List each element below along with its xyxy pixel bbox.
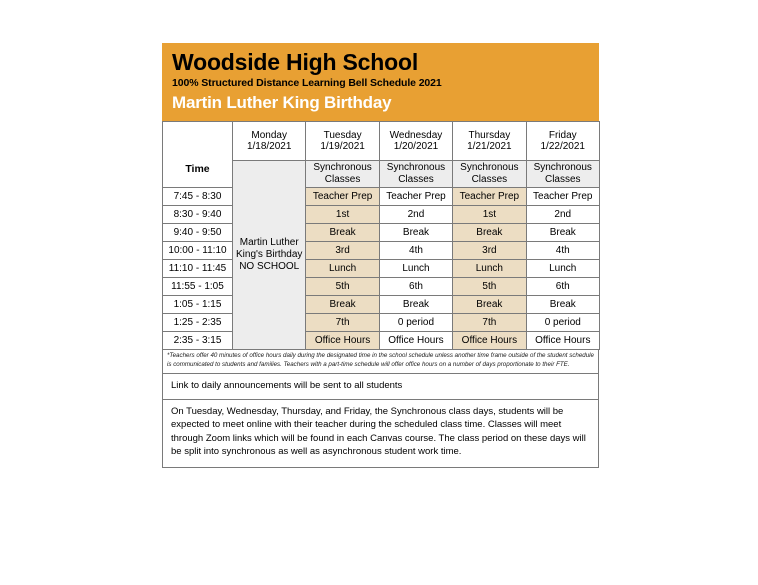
period-cell-tuesday: Lunch xyxy=(306,260,379,278)
time-slot: 1:05 - 1:15 xyxy=(163,296,233,314)
period-cell-friday: Break xyxy=(526,296,599,314)
day-date-friday: 1/22/2021 xyxy=(540,141,585,152)
announcements-box xyxy=(162,374,599,400)
period-cell-tuesday: Office Hours xyxy=(306,332,379,350)
period-cell-friday: Teacher Prep xyxy=(526,188,599,206)
period-cell-friday: Break xyxy=(526,224,599,242)
school-name: Woodside High School xyxy=(172,49,419,75)
period-cell-tuesday: Break xyxy=(306,224,379,242)
day-header-thursday xyxy=(453,122,526,161)
period-cell-wednesday: Break xyxy=(379,296,452,314)
day-name-friday: Friday xyxy=(548,129,577,141)
period-cell-tuesday: 3rd xyxy=(306,242,379,260)
day-date-thursday: 1/21/2021 xyxy=(467,141,512,152)
period-cell-wednesday: 6th xyxy=(379,278,452,296)
period-cell-wednesday: Break xyxy=(379,224,452,242)
bell-schedule-document xyxy=(162,43,599,468)
period-cell-thursday: 5th xyxy=(453,278,526,296)
table-row xyxy=(163,332,600,350)
period-cell-thursday: Lunch xyxy=(453,260,526,278)
period-cell-thursday: Teacher Prep xyxy=(453,188,526,206)
table-header-row xyxy=(163,122,600,161)
day-name-wednesday: Wednesday xyxy=(389,129,443,141)
period-cell-wednesday: 0 period xyxy=(379,314,452,332)
time-slot: 9:40 - 9:50 xyxy=(163,224,233,242)
bell-schedule-table xyxy=(162,121,600,350)
sync-cell-wednesday: Synchronous Classes xyxy=(379,161,452,188)
event-title: Martin Luther King Birthday xyxy=(172,93,392,113)
period-cell-thursday: 1st xyxy=(453,206,526,224)
announcements-text: Link to daily announcements will be sent to all students xyxy=(171,379,403,391)
table-row xyxy=(163,224,600,242)
table-row xyxy=(163,260,600,278)
day-date-tuesday: 1/19/2021 xyxy=(320,141,365,152)
day-header-friday xyxy=(526,122,599,161)
sync-cell-thursday: Synchronous Classes xyxy=(453,161,526,188)
period-cell-wednesday: 2nd xyxy=(379,206,452,224)
time-slot: 8:30 - 9:40 xyxy=(163,206,233,224)
sync-cell-tuesday: Synchronous Classes xyxy=(306,161,379,188)
time-header-label: Time xyxy=(185,163,210,176)
office-hours-footnote: *Teachers offer 40 minutes of office hours daily during the designated time in the school schedule unless another time frame outside of the student schedule is communicated to students and families. Teachers with a part-time schedule will offer office hours on a number of days proportionate to their FTE. xyxy=(167,352,594,368)
period-cell-wednesday: Teacher Prep xyxy=(379,188,452,206)
day-header-tuesday xyxy=(306,122,379,161)
day-header-monday xyxy=(233,122,306,161)
period-cell-tuesday: Teacher Prep xyxy=(306,188,379,206)
period-cell-thursday: Office Hours xyxy=(453,332,526,350)
time-slot: 11:10 - 11:45 xyxy=(163,260,233,278)
period-cell-friday: 4th xyxy=(526,242,599,260)
table-row xyxy=(163,314,600,332)
synchronous-info-text: On Tuesday, Wednesday, Thursday, and Friday, the Synchronous class days, students will be expected to meet online with their teacher during the scheduled class time. Classes will meet through Zoom links which will be found in each Canvas course. The class period on these days will be split into synchronous as well as asynchronous student work time. xyxy=(171,405,586,458)
table-row xyxy=(163,206,600,224)
period-cell-friday: 0 period xyxy=(526,314,599,332)
period-cell-thursday: 3rd xyxy=(453,242,526,260)
time-slot: 11:55 - 1:05 xyxy=(163,278,233,296)
time-header-cell xyxy=(163,122,233,188)
schedule-subtitle: 100% Structured Distance Learning Bell Schedule 2021 xyxy=(172,76,442,89)
day-name-monday: Monday xyxy=(251,129,287,141)
period-cell-wednesday: 4th xyxy=(379,242,452,260)
document-banner xyxy=(162,43,599,121)
period-cell-friday: 6th xyxy=(526,278,599,296)
table-row xyxy=(163,296,600,314)
period-cell-wednesday: Lunch xyxy=(379,260,452,278)
monday-no-school-cell: Martin Luther King's Birthday NO SCHOOL xyxy=(233,161,306,350)
day-name-tuesday: Tuesday xyxy=(323,129,362,141)
period-cell-thursday: Break xyxy=(453,296,526,314)
sync-cell-friday: Synchronous Classes xyxy=(526,161,599,188)
table-row xyxy=(163,242,600,260)
day-date-monday: 1/18/2021 xyxy=(246,141,292,152)
table-row xyxy=(163,188,600,206)
synchronous-info-box xyxy=(162,400,599,468)
day-name-thursday: Thursday xyxy=(468,129,511,141)
table-row xyxy=(163,278,600,296)
footnote-box xyxy=(162,350,599,374)
period-cell-tuesday: 5th xyxy=(306,278,379,296)
period-cell-tuesday: Break xyxy=(306,296,379,314)
period-cell-thursday: 7th xyxy=(453,314,526,332)
day-header-wednesday xyxy=(379,122,452,161)
period-cell-tuesday: 1st xyxy=(306,206,379,224)
day-date-wednesday: 1/20/2021 xyxy=(393,141,439,152)
time-slot: 7:45 - 8:30 xyxy=(163,188,233,206)
period-cell-wednesday: Office Hours xyxy=(379,332,452,350)
period-cell-thursday: Break xyxy=(453,224,526,242)
time-slot: 1:25 - 2:35 xyxy=(163,314,233,332)
period-cell-tuesday: 7th xyxy=(306,314,379,332)
time-slot: 10:00 - 11:10 xyxy=(163,242,233,260)
time-slot: 2:35 - 3:15 xyxy=(163,332,233,350)
period-cell-friday: Office Hours xyxy=(526,332,599,350)
period-cell-friday: Lunch xyxy=(526,260,599,278)
period-cell-friday: 2nd xyxy=(526,206,599,224)
